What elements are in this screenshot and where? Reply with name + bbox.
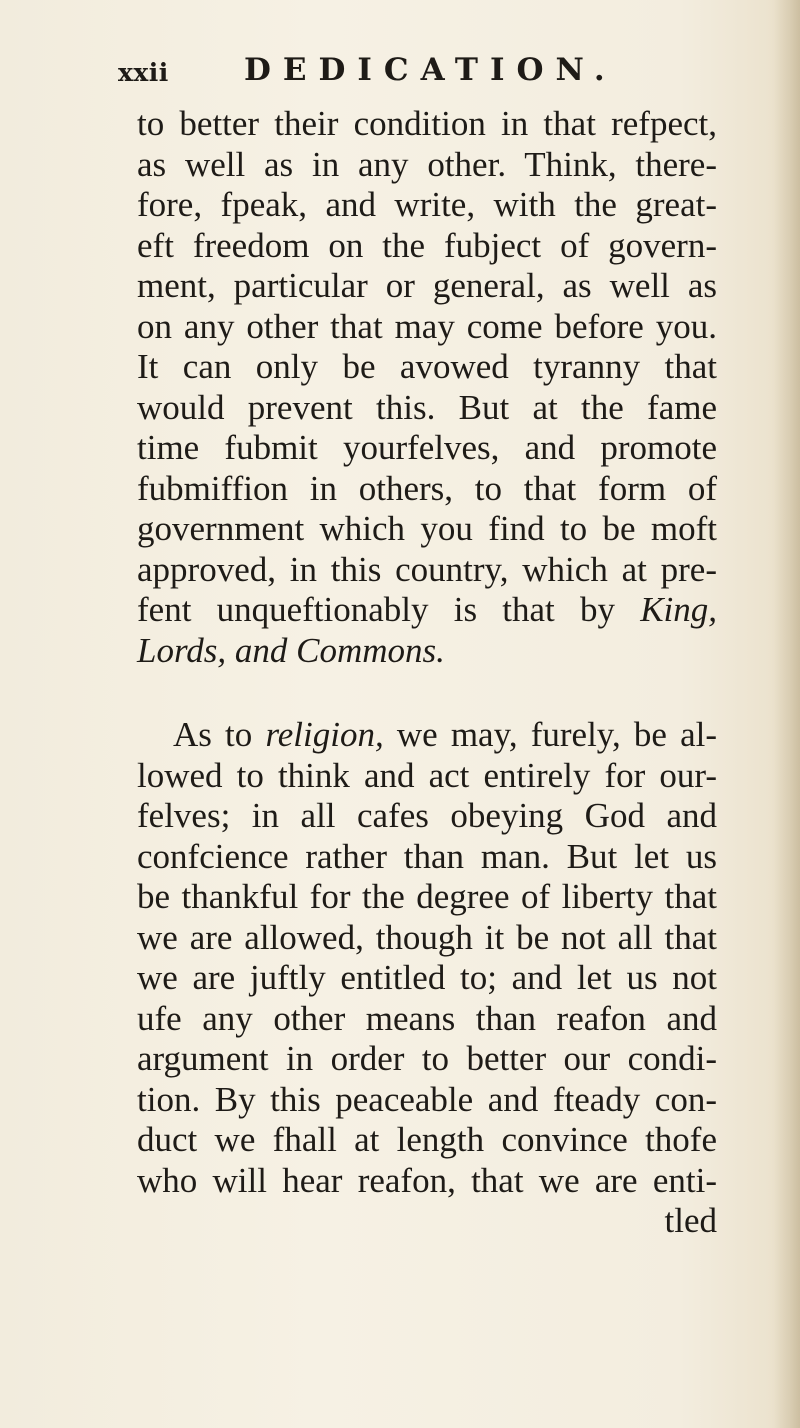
- text-line: ufe any other means than reafon and: [137, 998, 717, 1038]
- text-line: It can only be avowed tyranny that: [137, 347, 717, 386]
- text-line: time fubmit yourfelves, and promote: [137, 428, 717, 467]
- italic-religion: religion,: [265, 715, 384, 754]
- text-line: be thankful for the degree of liberty that: [137, 877, 717, 916]
- text-line: would prevent this. But at the fame: [137, 387, 717, 427]
- paragraph-gap: [137, 671, 717, 715]
- text-line: lowed to think and act entirely for our-: [137, 755, 717, 795]
- text-line: eft freedom on the fubject of govern-: [137, 225, 717, 265]
- text-line-with-italic: [137, 590, 717, 631]
- italic-king: King,: [640, 590, 718, 629]
- text-line-with-italic: [137, 715, 717, 756]
- text-line: fore, fpeak, and write, with the great-: [137, 185, 717, 224]
- text-run: fent unqueftionably is that by: [137, 590, 615, 629]
- text-line: we are juftly entitled to; and let us not: [137, 958, 717, 997]
- paragraph-1: [137, 104, 717, 671]
- catchword: tled: [664, 1201, 717, 1240]
- running-head: DEDICATION.: [244, 52, 617, 88]
- text-line: felves; in all cafes obeying God and: [137, 796, 717, 835]
- text-line: approved, in this country, which at pre-: [137, 549, 717, 589]
- text-line: who will hear reafon, that we are enti-: [137, 1160, 717, 1200]
- italic-lords-commons: Lords, and Commons.: [137, 630, 445, 670]
- paragraph-2: [137, 715, 717, 1242]
- page-header: [118, 52, 718, 96]
- text-line: argument in order to better our condi-: [137, 1039, 717, 1078]
- text-line: as well as in any other. Think, there-: [137, 144, 717, 184]
- page-number: xxii: [118, 58, 169, 87]
- page-edge-shadow: [774, 0, 800, 1428]
- text-line: ment, particular or general, as well as: [137, 266, 717, 305]
- text-run: As to: [173, 715, 253, 754]
- text-line: we are allowed, though it be not all that: [137, 917, 717, 957]
- body-text: [137, 104, 717, 1242]
- text-line: fubmiffion in others, to that form of: [137, 468, 717, 508]
- text-line: tion. By this peaceable and fteady con-: [137, 1079, 717, 1119]
- text-line: to better their condition in that refpect,: [137, 104, 717, 143]
- text-line: confcience rather than man. But let us: [137, 836, 717, 876]
- text-line: on any other that may come before you.: [137, 306, 717, 346]
- text-line: government which you find to be moft: [137, 509, 717, 548]
- text-line: duct we fhall at length convince thofe: [137, 1120, 717, 1159]
- text-run: we may, furely, be al-: [396, 715, 718, 754]
- text-line-italic: [137, 631, 717, 672]
